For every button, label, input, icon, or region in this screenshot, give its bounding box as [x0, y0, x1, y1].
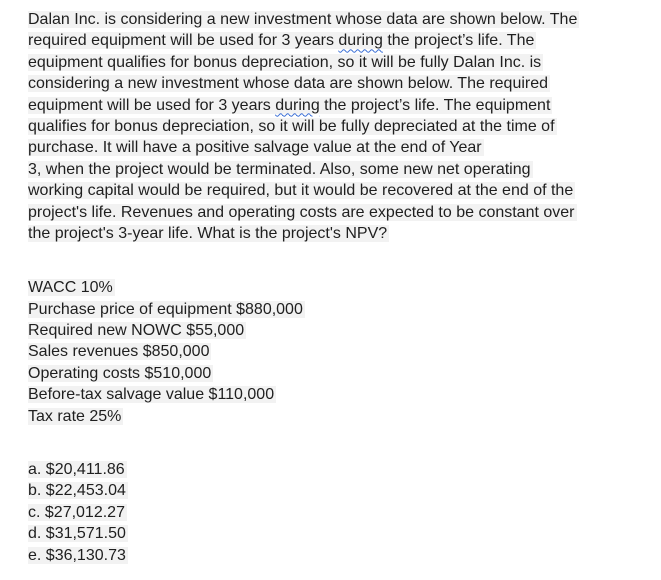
question-text: project's life. Revenues and operating costs are expected to be constant over	[28, 203, 575, 221]
question-line	[28, 202, 628, 223]
question-text: the project's 3-year life. What is the project's NPV?	[28, 224, 388, 242]
answer-options	[28, 459, 628, 566]
data-list	[28, 277, 628, 427]
document	[28, 9, 628, 566]
question-line	[28, 223, 628, 244]
question-text: equipment will be used for 3 years	[28, 96, 276, 114]
question-text: Dalan Inc. is considering a new investment whose data are shown below. The	[28, 11, 578, 28]
question-line	[28, 30, 628, 51]
data-item-wacc: WACC 10%	[28, 279, 113, 297]
option-c: c. $27,012.27	[28, 503, 125, 521]
data-item-tax-rate: Tax rate 25%	[28, 407, 122, 425]
question-line	[28, 73, 628, 94]
question-text: working capital would be required, but it would be recovered at the end of the	[28, 182, 574, 200]
question-text: 3, when the project would be terminated. Also, some new net operating	[28, 160, 531, 178]
question-line	[28, 52, 628, 73]
question-paragraph	[28, 9, 628, 244]
question-line	[28, 180, 628, 201]
spellcheck-word: during	[338, 32, 383, 50]
question-line	[28, 137, 628, 158]
data-item-purchase-price: Purchase price of equipment $880,000	[28, 300, 303, 318]
spacer	[28, 427, 628, 459]
spellcheck-word: during	[275, 96, 320, 114]
data-item-operating-costs: Operating costs $510,000	[28, 364, 212, 382]
question-line	[28, 159, 628, 180]
question-text: the project’s life. The	[382, 32, 535, 50]
question-text: considering a new investment whose data are shown below. The required	[28, 75, 549, 93]
question-text: qualifies for bonus depreciation, so it will be fully depreciated at the time of	[28, 117, 555, 135]
option-b: b. $22,453.04	[28, 482, 126, 500]
question-line	[28, 116, 628, 137]
question-text: required equipment will be used for 3 years	[28, 32, 339, 50]
spacer	[28, 244, 628, 277]
data-item-salvage-value: Before-tax salvage value $110,000	[28, 386, 275, 404]
question-line	[28, 9, 628, 30]
option-a: a. $20,411.86	[28, 461, 125, 479]
data-item-sales-revenues: Sales revenues $850,000	[28, 343, 210, 361]
question-text: the project’s life. The equipment	[319, 96, 551, 114]
option-d: d. $31,571.50	[28, 525, 126, 543]
data-item-nowc: Required new NOWC $55,000	[28, 322, 245, 340]
question-text: equipment qualifies for bonus depreciation, so it will be fully Dalan Inc. is	[28, 53, 542, 71]
question-text: purchase. It will have a positive salvage value at the end of Year	[28, 139, 482, 157]
question-line	[28, 95, 628, 116]
option-e: e. $36,130.73	[28, 546, 126, 564]
